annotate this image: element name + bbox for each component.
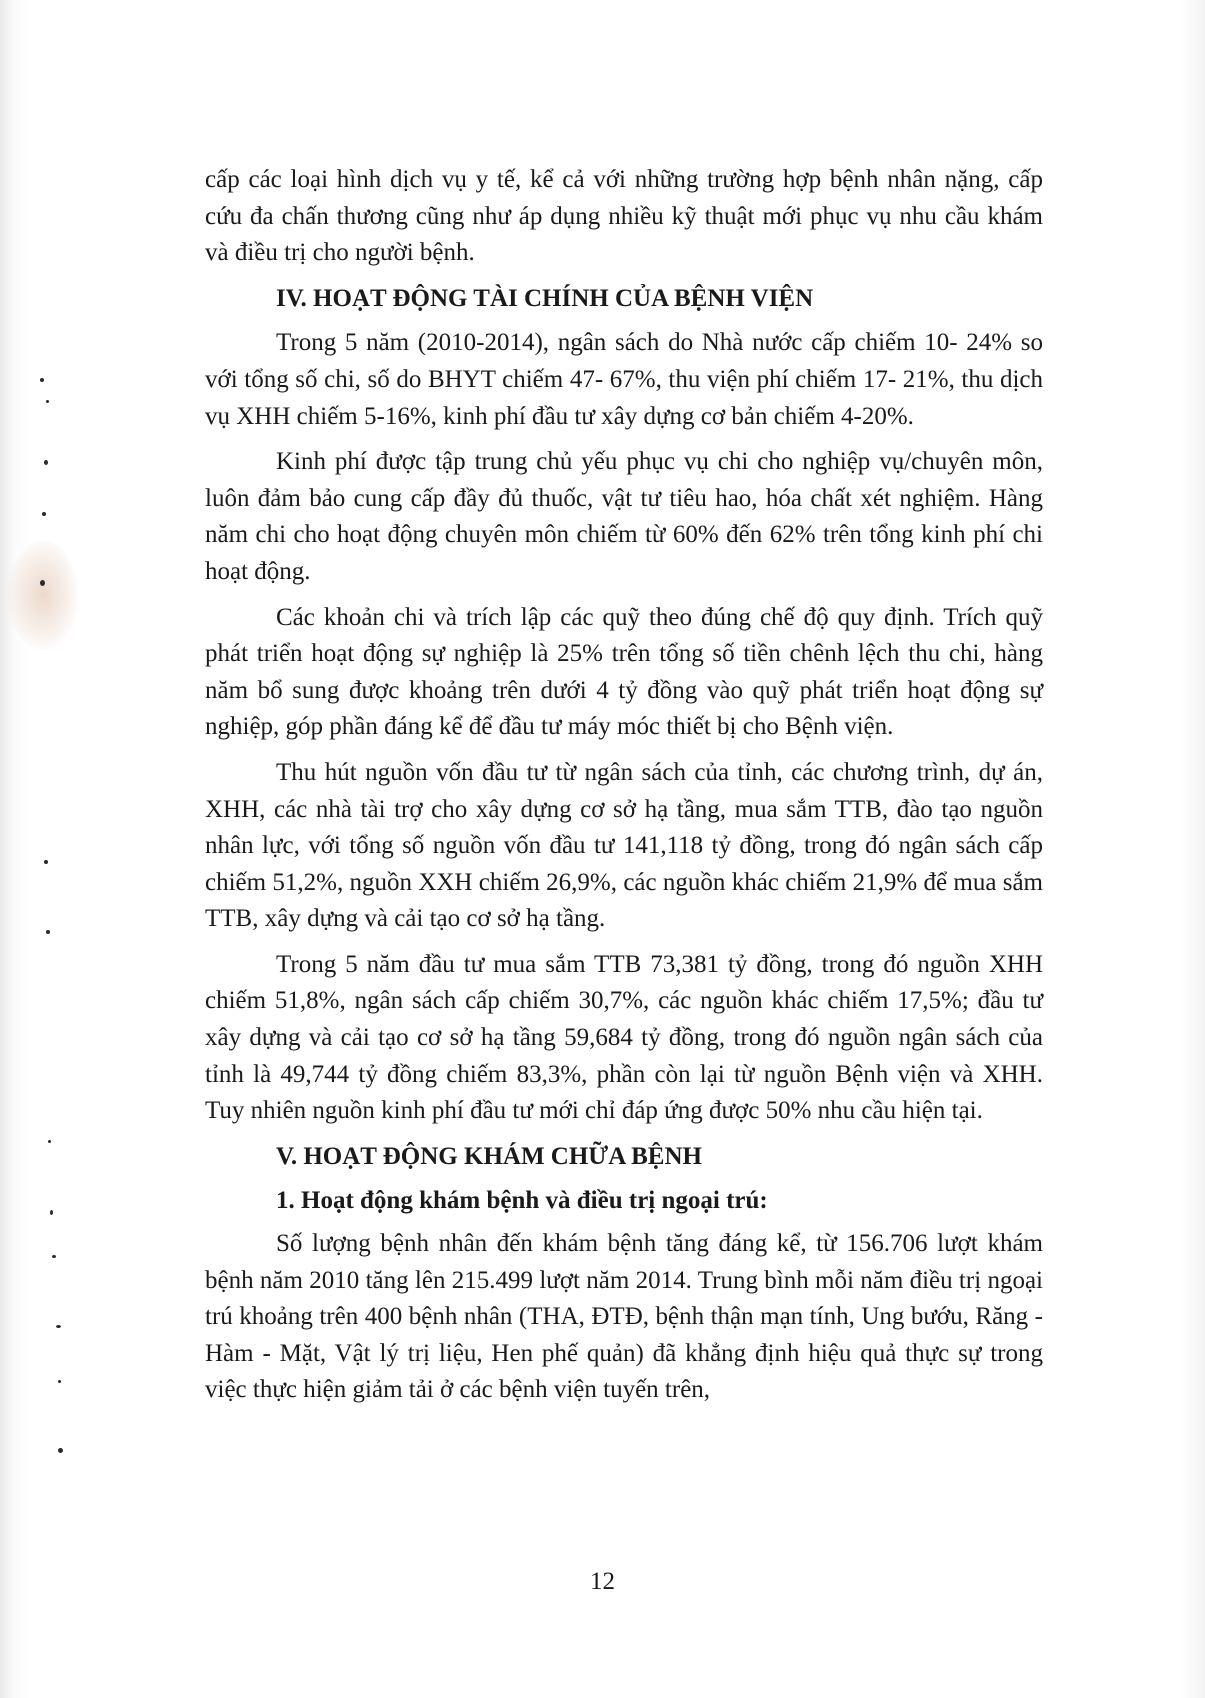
section-heading-iv: IV. HOẠT ĐỘNG TÀI CHÍNH CỦA BỆNH VIỆN: [276, 284, 814, 312]
scan-speck: [52, 1255, 56, 1258]
paragraph-budget-shares: Trong 5 năm (2010-2014), ngân sách do Nhà nước cấp chiếm 10- 24% so với tổng số chi, số do BHYT chiếm 47- 67%, thu viện phí chiếm 17- 21%, thu dịch vụ XHH chiếm 5-16%, kinh phí đầu tư xây dựng cơ bản chiếm 4-20%.: [205, 329, 1043, 430]
scan-speck: [46, 400, 49, 403]
paragraph-fund-allocation: Các khoản chi và trích lập các quỹ theo đúng chế độ quy định. Trích quỹ phát triển hoạt động sự nghiệp là 25% trên tổng số tiền chênh lệch thu chi, hàng năm bổ sung được khoảng trên dưới 4 tỷ đồng vào quỹ phát triển hoạt động sự nghiệp, góp phần đáng kể để đầu tư máy móc thiết bị cho Bệnh viện.: [205, 603, 1043, 741]
scan-speck: [48, 1140, 51, 1143]
scan-speck: [44, 460, 48, 465]
scan-speck: [58, 1380, 61, 1383]
paragraph-continuation: cấp các loại hình dịch vụ y tế, kể cả với những trường hợp bệnh nhân nặng, cấp cứu đa chấn thương cũng như áp dụng nhiều kỹ thuật mới phục vụ nhu cầu khám và điều trị cho người bệnh.: [205, 166, 1043, 267]
scan-speck: [40, 378, 44, 382]
scan-speck: [46, 930, 50, 934]
scan-speck: [42, 512, 46, 516]
scan-speck: [40, 580, 45, 586]
paper-stain: [8, 540, 78, 650]
page-number: 12: [590, 1568, 615, 1595]
scan-speck: [56, 1325, 61, 1328]
scan-speck: [44, 860, 48, 864]
paragraph-investment-sources: Thu hút nguồn vốn đầu tư từ ngân sách của tỉnh, các chương trình, dự án, XHH, các nhà tài trợ cho xây dựng cơ sở hạ tầng, mua sắm TTB, đào tạo nguồn nhân lực, với tổng số nguồn vốn đầu tư 141,118 tỷ đồng, trong đó ngân sách cấp chiếm 51,2%, nguồn XXH chiếm 26,9%, các nguồn khác chiếm 21,9% để mua sắm TTB, xây dựng và cải tạo cơ sở hạ tầng.: [205, 758, 1043, 933]
scan-speck: [58, 1448, 63, 1453]
paragraph-equipment-investment: Trong 5 năm đầu tư mua sắm TTB 73,381 tỷ đồng, trong đó nguồn XHH chiếm 51,8%, ngân sách cấp chiếm 30,7%, các nguồn khác chiếm 17,5%; đầu tư xây dựng và cải tạo cơ sở hạ tầng 59,684 tỷ đồng, trong đó nguồn ngân sách của tỉnh là 49,744 tỷ đồng chiếm 83,3%, phần còn lại từ nguồn Bệnh viện và XHH. Tuy nhiên nguồn kinh phí đầu tư mới chỉ đáp ứng được 50% nhu cầu hiện tại.: [205, 950, 1043, 1125]
subsection-heading-1: 1. Hoạt động khám bệnh và điều trị ngoại trú:: [276, 1187, 768, 1215]
document-body: [205, 162, 1043, 1418]
paragraph-professional-spending: Kinh phí được tập trung chủ yếu phục vụ chi cho nghiệp vụ/chuyên môn, luôn đảm bảo cung cấp đầy đủ thuốc, vật tư tiêu hao, hóa chất xét nghiệm. Hàng năm chi cho hoạt động chuyên môn chiếm từ 60% đến 62% trên tổng kinh phí chi hoạt động.: [205, 448, 1043, 585]
section-heading-v: V. HOẠT ĐỘNG KHÁM CHỮA BỆNH: [276, 1142, 702, 1170]
scan-speck: [50, 1210, 53, 1215]
paragraph-outpatient: Số lượng bệnh nhân đến khám bệnh tăng đáng kể, từ 156.706 lượt khám bệnh năm 2010 tăng lên 215.499 lượt năm 2014. Trung bình mỗi năm điều trị ngoại trú khoảng trên 400 bệnh nhân (THA, ĐTĐ, bệnh thận mạn tính, Ung bướu, Răng - Hàm - Mặt, Vật lý trị liệu, Hen phế quản) đã khẳng định hiệu quả thực sự trong việc thực hiện giảm tải ở các bệnh viện tuyến trên,: [205, 1230, 1043, 1404]
